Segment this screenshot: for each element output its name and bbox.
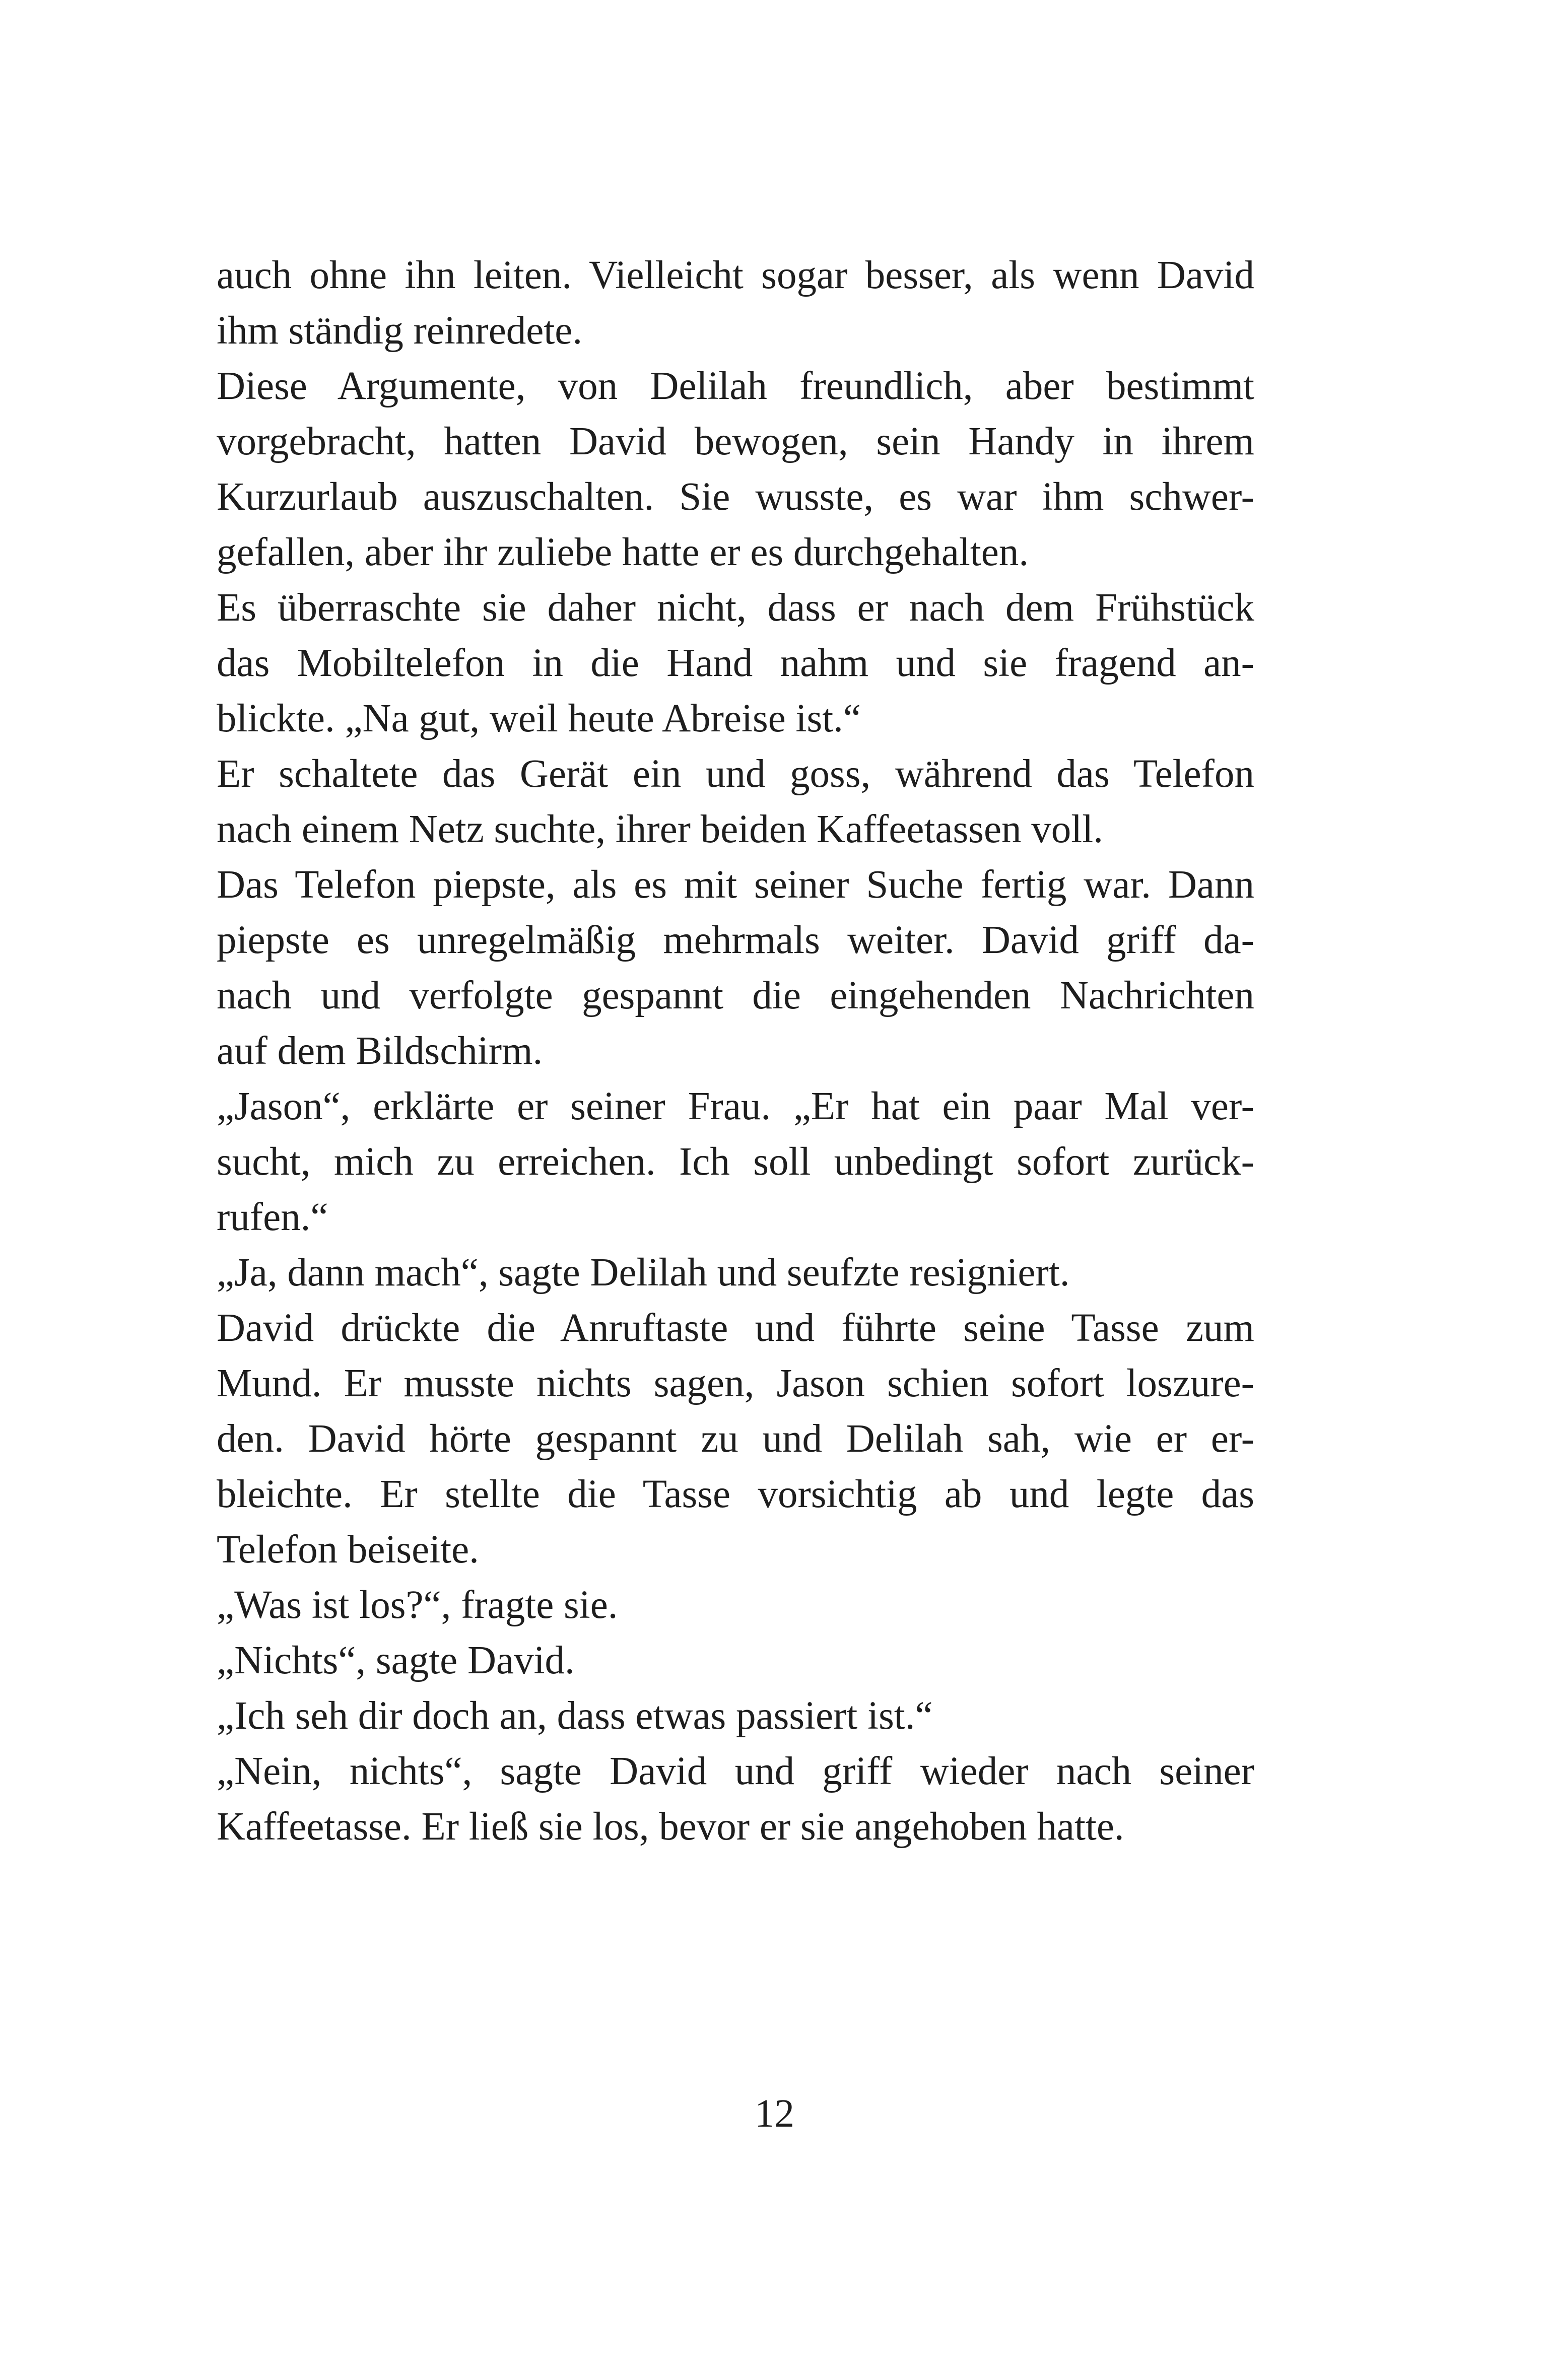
- text-line: Kaffeetasse. Er ließ sie los, bevor er sie angehoben hatte.: [217, 1805, 1124, 1849]
- body-text: [217, 248, 1254, 1855]
- text-line: gefallen, aber ihr zuliebe hatte er es durchgehalten.: [217, 530, 1029, 574]
- text-line: den. David hörte gespannt zu und Delilah sah, wie er er-: [217, 1417, 1254, 1461]
- text-line: das Mobiltelefon in die Hand nahm und sie fragend an-: [217, 641, 1254, 685]
- text-line: nach einem Netz suchte, ihrer beiden Kaffeetassen voll.: [217, 807, 1103, 851]
- text-line: Diese Argumente, von Delilah freundlich, aber bestimmt: [217, 364, 1254, 408]
- text-line: rufen.“: [217, 1195, 328, 1239]
- text-line: ihm ständig reinredete.: [217, 309, 583, 353]
- text-line: Mund. Er musste nichts sagen, Jason schien sofort loszure-: [217, 1362, 1254, 1405]
- text-line: Das Telefon piepste, als es mit seiner Suche fertig war. Dann: [217, 863, 1254, 907]
- text-line: „Jason“, erklärte er seiner Frau. „Er hat ein paar Mal ver-: [217, 1084, 1254, 1128]
- text-line: Kurzurlaub auszuschalten. Sie wusste, es war ihm schwer-: [217, 475, 1254, 519]
- text-line: „Ich seh dir doch an, dass etwas passiert ist.“: [217, 1694, 933, 1738]
- text-line: bleichte. Er stellte die Tasse vorsichtig ab und legte das: [217, 1472, 1254, 1516]
- text-line: auf dem Bildschirm.: [217, 1029, 543, 1073]
- text-line: Er schaltete das Gerät ein und goss, während das Telefon: [217, 752, 1254, 796]
- text-line: „Was ist los?“, fragte sie.: [217, 1583, 618, 1627]
- text-line: „Ja, dann mach“, sagte Delilah und seufzte resigniert.: [217, 1251, 1070, 1295]
- text-line: Es überraschte sie daher nicht, dass er nach dem Frühstück: [217, 586, 1254, 630]
- text-line: Telefon beiseite.: [217, 1528, 479, 1572]
- text-line: sucht, mich zu erreichen. Ich soll unbedingt sofort zurück-: [217, 1140, 1254, 1184]
- text-line: vorgebracht, hatten David bewogen, sein Handy in ihrem: [217, 420, 1254, 463]
- text-line: „Nichts“, sagte David.: [217, 1639, 575, 1682]
- text-line: auch ohne ihn leiten. Vielleicht sogar besser, als wenn David: [217, 253, 1254, 297]
- text-line: blickte. „Na gut, weil heute Abreise ist.“: [217, 697, 861, 740]
- text-line: nach und verfolgte gespannt die eingehenden Nachrichten: [217, 974, 1254, 1017]
- text-line: David drückte die Anruftaste und führte seine Tasse zum: [217, 1306, 1254, 1350]
- page-number: 12: [755, 2092, 794, 2136]
- text-line: „Nein, nichts“, sagte David und griff wieder nach seiner: [217, 1749, 1254, 1793]
- text-line: piepste es unregelmäßig mehrmals weiter. David griff da-: [217, 918, 1254, 962]
